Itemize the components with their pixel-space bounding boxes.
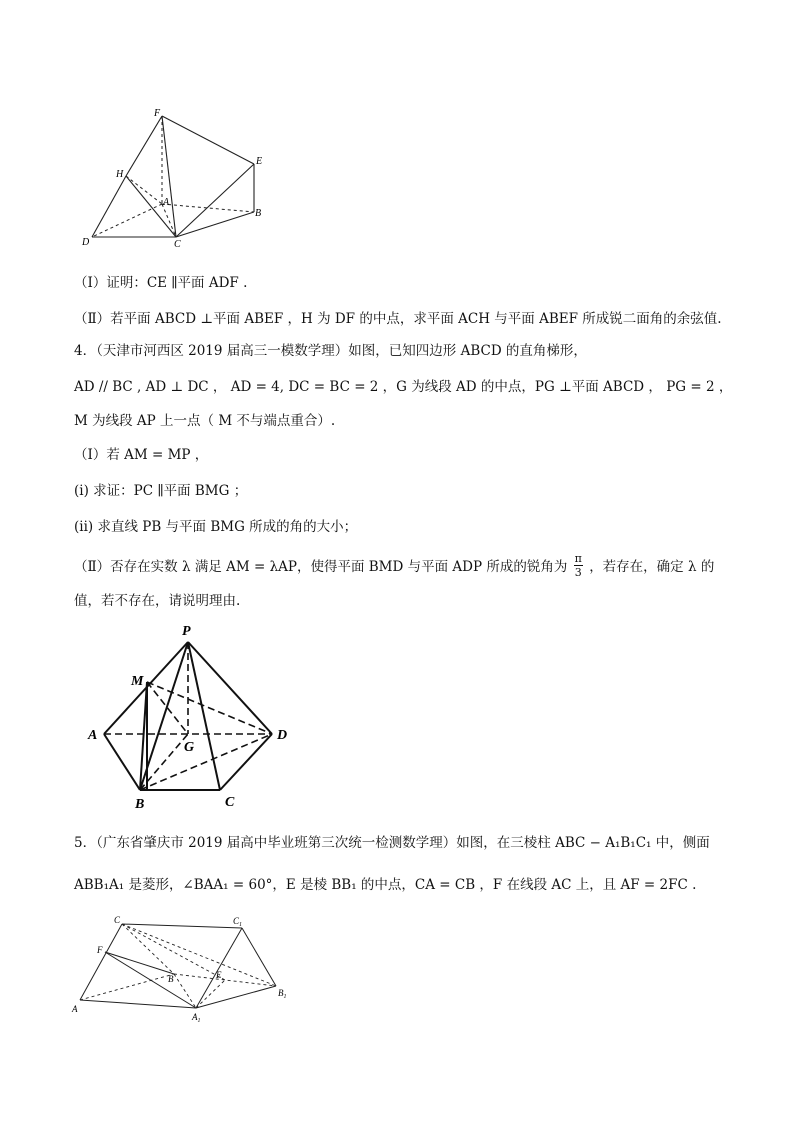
figure-3-svg (70, 912, 300, 1024)
problem4-sub2: (ii) 求直线 PB 与平面 BMG 所成的角的大小； (74, 519, 358, 535)
label-h: H (116, 169, 124, 180)
fraction-pi-over-3 (574, 552, 583, 579)
label-f: F (154, 108, 161, 119)
problem4-part2-text-a: （Ⅱ）否存在实数 λ 满足 AM = λAP，使得平面 BMD 与平面 ADP 所成的锐角为 (74, 559, 568, 575)
label-e: E (256, 156, 263, 167)
label-b: B (168, 974, 174, 984)
fraction-numerator: π (574, 552, 582, 565)
label-b1: $B_1$ (278, 988, 287, 1000)
label-c: C (114, 915, 121, 925)
label-g: G (184, 740, 195, 755)
label-d: D (277, 728, 288, 743)
problem4-condition-m: M 为线段 AP 上一点（ M 不与端点重合）. (74, 413, 336, 429)
problem4-intro: 4．（天津市河西区 2019 届高三一模数学理）如图，已知四边形 ABCD 的直角梯形， (74, 343, 587, 359)
problem3-part1: （Ⅰ）证明：CE ∥平面 ADF . (74, 275, 248, 291)
label-a: A (163, 197, 170, 208)
problem3-part2: （Ⅱ）若平面 ABCD ⊥平面 ABEF ，H 为 DF 的中点，求平面 ACH 与平面 ABEF 所成锐二面角的余弦值. (74, 311, 722, 327)
label-a: A (88, 728, 98, 743)
label-b: B (255, 208, 262, 219)
figure-1-svg (74, 104, 284, 252)
problem5-intro: 5．（广东省肇庆市 2019 届高中毕业班第三次统一检测数学理）如图，在三棱柱 ABC − A₁B₁C₁ 中，侧面 (74, 835, 710, 851)
label-c: C (174, 239, 181, 250)
label-a1: $A_1$ (192, 1012, 201, 1024)
label-d: D (82, 237, 90, 248)
problem4-part2-text-b: ，若存在，确定 λ 的 (589, 559, 715, 575)
figure-pyramid-p-abcd (80, 618, 300, 814)
figure-polyhedron-abcdef (74, 104, 284, 252)
label-m: M (131, 674, 144, 689)
problem4-part2-line2: 值，若不存在，请说明理由. (74, 593, 241, 609)
label-f: F (97, 945, 103, 955)
label-b: B (135, 797, 145, 812)
problem4-part2-line1 (74, 554, 714, 581)
problem4-part1: （Ⅰ）若 AM = MP ， (74, 447, 209, 463)
label-p: P (182, 624, 191, 639)
label-c: C (225, 795, 235, 810)
label-a: A (72, 1004, 78, 1014)
problem4-sub1: (i) 求证：PC ∥平面 BMG ； (74, 483, 248, 499)
problem5-conditions: ABB₁A₁ 是菱形，∠BAA₁ = 60°，E 是棱 BB₁ 的中点，CA = CB ，F 在线段 AC 上，且 AF = 2FC . (74, 877, 697, 893)
problem4-conditions: AD // BC , AD ⊥ DC ， AD = 4, DC = BC = 2 ，G 为线段 AD 的中点，PG ⊥平面 ABCD ， PG = 2 ， (74, 379, 733, 395)
label-c1: $C_1$ (233, 916, 243, 928)
fraction-denominator: 3 (574, 566, 582, 579)
label-e: E (216, 970, 222, 980)
figure-triangular-prism (70, 912, 300, 1024)
figure-2-svg (80, 618, 300, 814)
